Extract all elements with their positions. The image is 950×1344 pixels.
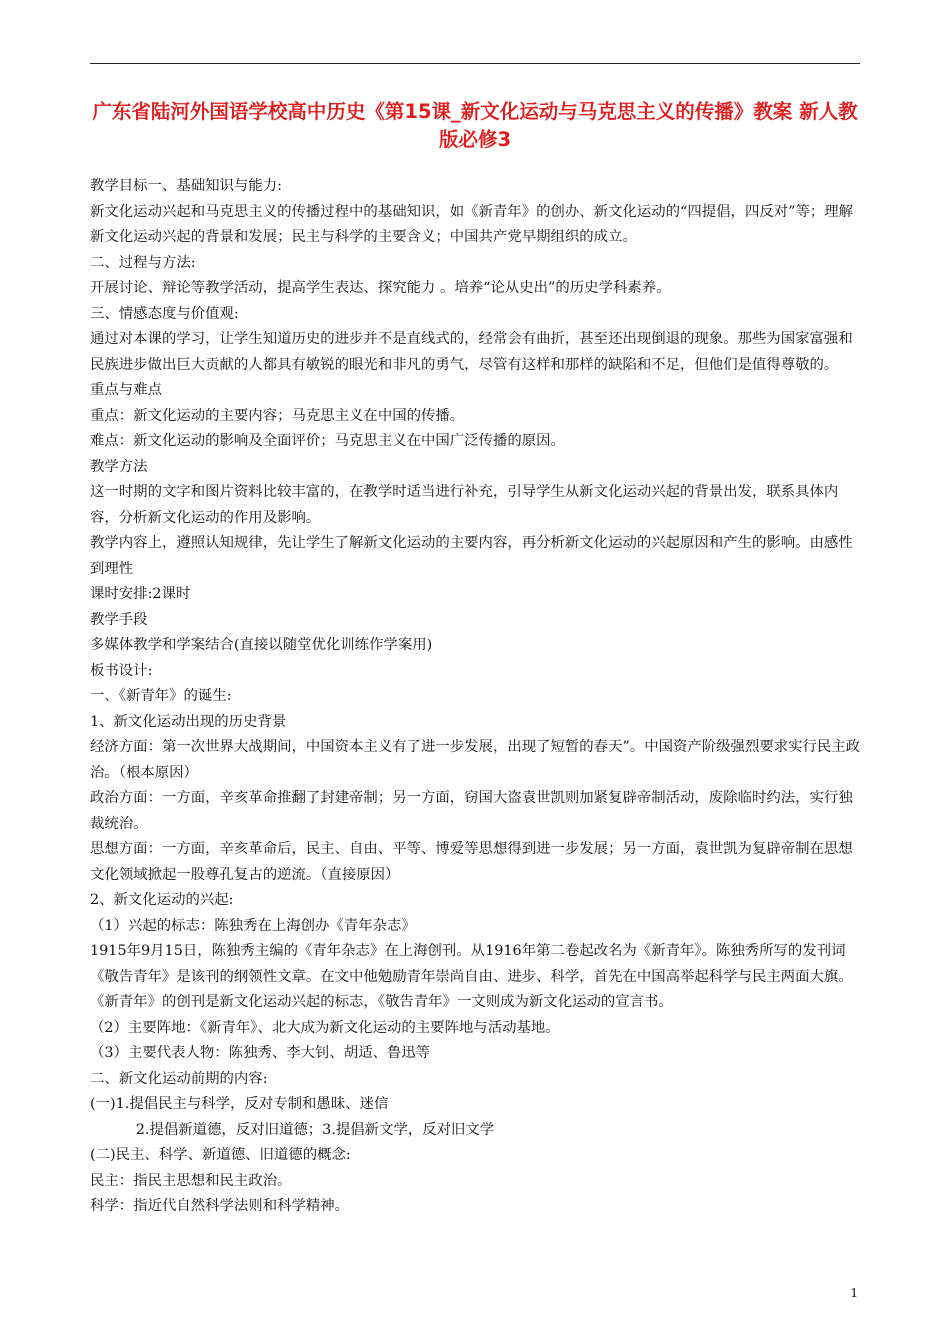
body-line: 1915年9月15日，陈独秀主编的《青年杂志》在上海创刊。从1916年第二卷起改名为《新青年》。陈独秀所写的发刊词《敬告青年》是该刊的纲领性文章。在文中他勉励青年崇尚自由、进步、科学，首先在中国高举起科学与民主两面大旗。《新青年》的创刊是新文化运动兴起的标志，《敬告青年》一文则成为新文化运动的宣言书。 bbox=[90, 943, 853, 1010]
body-line: 思想方面：一方面，辛亥革命后，民主、自由、平等、博爱等思想得到进一步发展；另一方面，袁世凯为复辟帝制在思想文化领域掀起一股尊孔复古的逆流。（直接原因） bbox=[90, 841, 853, 883]
body-line: 这一时期的文字和图片资料比较丰富的，在教学时适当进行补充，引导学生从新文化运动兴起的背景出发，联系具体内容，分析新文化运动的作用及影响。 bbox=[90, 484, 839, 526]
body-line: 二、新文化运动前期的内容: bbox=[90, 1070, 268, 1087]
document-body bbox=[90, 174, 862, 1220]
body-line: 经济方面：第一次世界大战期间，中国资本主义有了进一步发展，出现了短暂的春天”。中国资产阶级强烈要求实行民主政治。（根本原因） bbox=[90, 739, 861, 781]
body-line: （2）主要阵地：《新青年》、北大成为新文化运动的主要阵地与活动基地。 bbox=[90, 1019, 560, 1036]
body-line: 重点与难点 bbox=[90, 382, 162, 398]
body-line: (一)1.提倡民主与科学，反对专制和愚昧、迷信 bbox=[90, 1096, 389, 1112]
body-line: 三、情感态度与价值观: bbox=[90, 305, 239, 322]
body-line: 科学：指近代自然科学法则和科学精神。 bbox=[90, 1198, 350, 1214]
body-line: 通过对本课的学习，让学生知道历史的进步并不是直线式的，经常会有曲折，甚至还出现倒退的现象。那些为国家富强和民族进步做出巨大贡献的人都具有敏锐的眼光和非凡的勇气，尽管有这样和那样的缺陷和不足，但他们是值得尊敬的。 bbox=[90, 331, 853, 373]
body-line: 教学方法 bbox=[90, 458, 148, 475]
body-line: 二、过程与方法: bbox=[90, 254, 196, 271]
body-line: 2.提倡新道德，反对旧道德；3.提倡新文学，反对旧文学 bbox=[90, 1121, 495, 1138]
body-line: （3）主要代表人物：陈独秀、李大钊、胡适、鲁迅等 bbox=[90, 1045, 431, 1061]
body-line: 课时安排:2课时 bbox=[90, 586, 191, 602]
body-line: 教学内容上，遵照认知规律，先让学生了解新文化运动的主要内容，再分析新文化运动的兴起原因和产生的影响。由感性到理性 bbox=[90, 535, 853, 577]
body-line: 难点：新文化运动的影响及全面评价；马克思主义在中国广泛传播的原因。 bbox=[90, 433, 565, 449]
body-line: 开展讨论、辩论等教学活动，提高学生表达、探究能力 。培养“论从史出”的历史学科素养。 bbox=[90, 280, 671, 296]
body-line: 民主：指民主思想和民主政治。 bbox=[90, 1172, 292, 1189]
body-line: 政治方面：一方面，辛亥革命推翻了封建帝制；另一方面，窃国大盗袁世凯则加紧复辟帝制活动，废除临时约法，实行独裁统治。 bbox=[90, 790, 853, 832]
body-line: 新文化运动兴起和马克思主义的传播过程中的基础知识，如《新青年》的创办、新文化运动的“四提倡，四反对”等；理解新文化运动兴起的背景和发展；民主与科学的主要含义；中国共产党早期组织的成立。 bbox=[90, 203, 854, 245]
page-number: 1 bbox=[850, 1286, 858, 1300]
body-line: (二)民主、科学、新道德、旧道德的概念: bbox=[90, 1147, 351, 1163]
body-line: （1）兴起的标志：陈独秀在上海创办《青年杂志》 bbox=[90, 917, 416, 934]
body-line: 教学目标一、基础知识与能力: bbox=[90, 178, 282, 194]
body-line: 2、新文化运动的兴起: bbox=[90, 892, 234, 908]
body-line: 1、新文化运动出现的历史背景 bbox=[90, 713, 287, 730]
body-line: 重点：新文化运动的主要内容；马克思主义在中国的传播。 bbox=[90, 407, 465, 424]
header-rule bbox=[90, 63, 860, 64]
body-line: 板书设计: bbox=[90, 662, 153, 679]
body-line: 一、《新青年》的诞生: bbox=[90, 688, 232, 704]
document-title: 广东省陆河外国语学校高中历史《第15课_新文化运动与马克思主义的传播》教案 新人教版必修3 bbox=[92, 100, 858, 151]
body-line: 多媒体教学和学案结合(直接以随堂优化训练作学案用) bbox=[90, 637, 433, 653]
body-line: 教学手段 bbox=[90, 611, 148, 628]
